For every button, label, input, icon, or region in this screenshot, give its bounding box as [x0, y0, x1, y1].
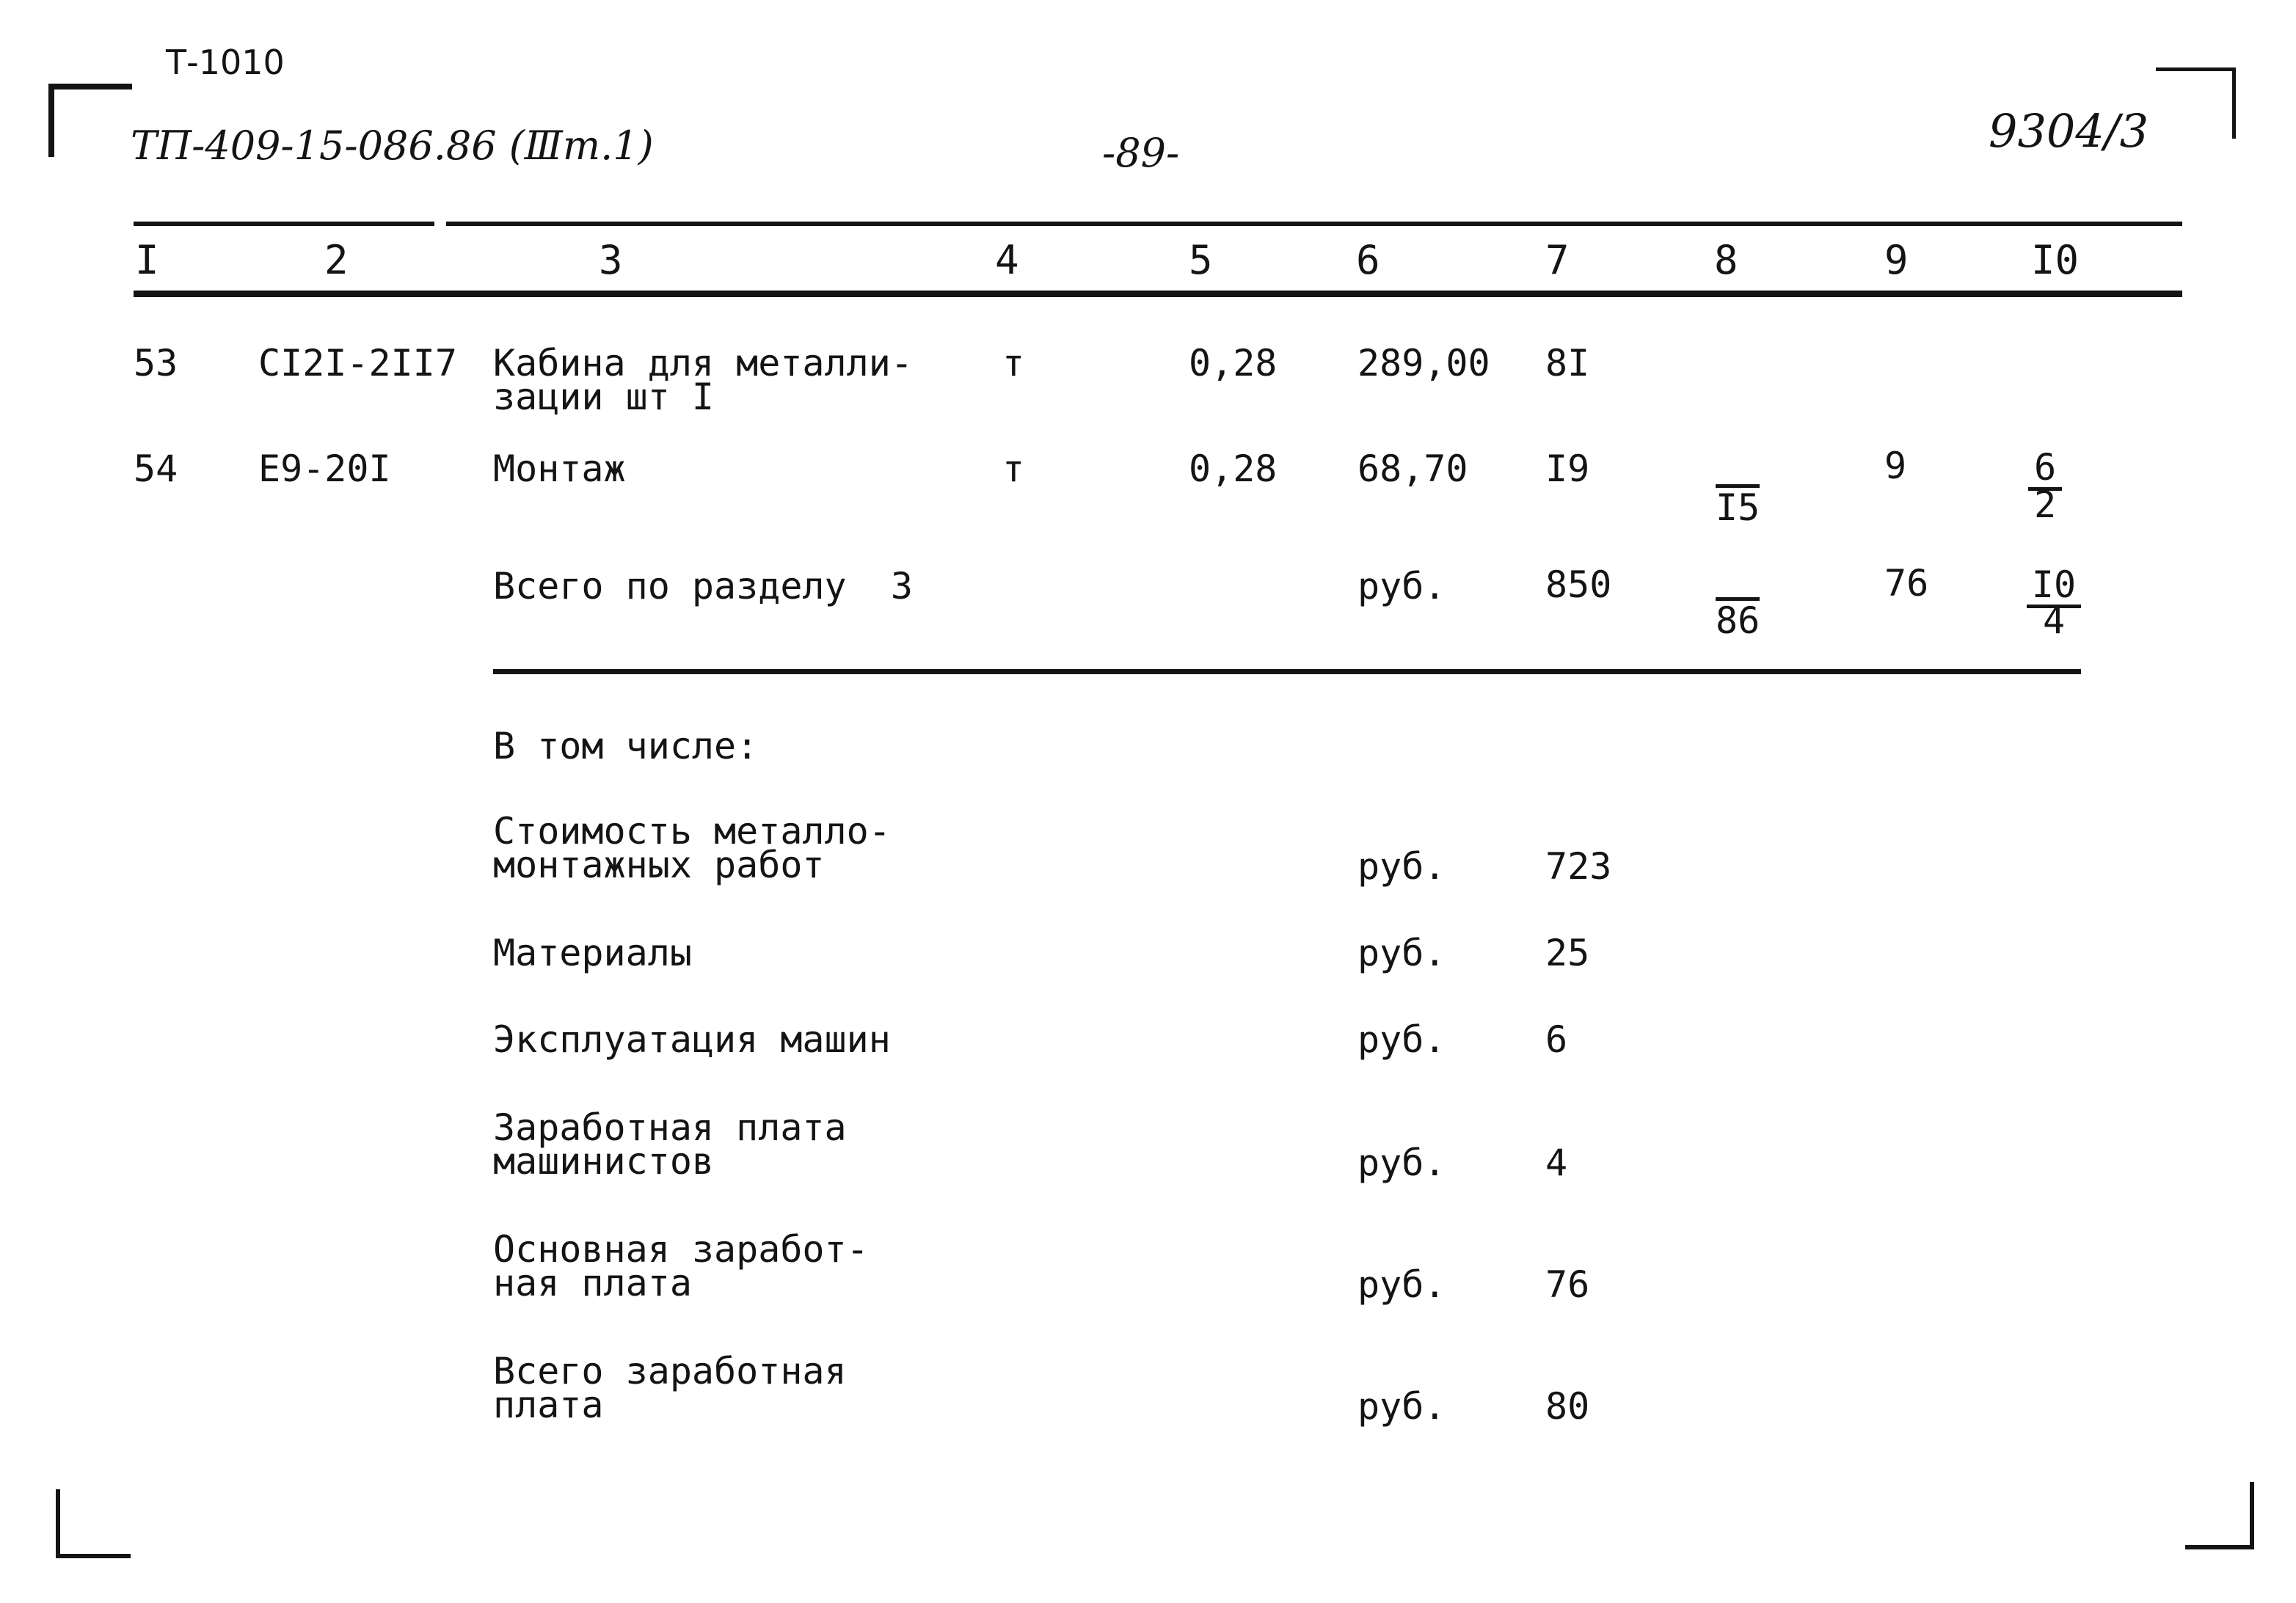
row-price: 68,70 [1357, 448, 1468, 490]
section-total-col10-fraction [2027, 563, 2081, 642]
column-header-10: I0 [2031, 237, 2080, 283]
row-quantity: 0,28 [1189, 342, 1278, 384]
corner-mark-bottom-left [56, 1489, 131, 1558]
breakdown-value: 4 [1545, 1142, 1568, 1184]
row-unit: т [1002, 342, 1025, 384]
row-number: 53 [134, 342, 178, 384]
corner-mark-top-left [48, 84, 132, 157]
fraction-denominator: 4 [2042, 599, 2066, 642]
archive-number: 9304/3 [1989, 104, 2149, 158]
column-header-5: 5 [1189, 237, 1213, 283]
row-code: CI2I-2II7 [258, 342, 457, 384]
header-bottom-rule [134, 291, 2182, 297]
row-name: Монтаж [493, 448, 626, 490]
column-header-1: I [135, 237, 159, 283]
column-header-6: 6 [1356, 237, 1380, 283]
section-total-value: 850 [1545, 563, 1612, 606]
including-heading: В том числе: [493, 725, 759, 767]
breakdown-unit: руб. [1357, 932, 1446, 974]
section-total-rule [493, 669, 2081, 674]
breakdown-unit: руб. [1357, 1263, 1446, 1306]
row-unit: т [1002, 448, 1025, 490]
row-col8: I5 [1716, 484, 1760, 526]
breakdown-value: 76 [1545, 1263, 1590, 1306]
breakdown-unit: руб. [1357, 845, 1446, 888]
breakdown-value: 80 [1545, 1385, 1590, 1428]
row-number: 54 [134, 448, 178, 490]
column-header-3: 3 [599, 237, 623, 283]
column-header-9: 9 [1884, 237, 1909, 283]
corner-mark-bottom-right [2185, 1482, 2254, 1549]
breakdown-label: Эксплуатация машин [493, 1018, 891, 1061]
row-name: Кабина для металли- зации шт I [493, 342, 913, 418]
column-header-7: 7 [1545, 237, 1570, 283]
column-header-2: 2 [324, 237, 349, 283]
breakdown-unit: руб. [1357, 1142, 1446, 1184]
section-total-col9: 76 [1884, 562, 1929, 605]
breakdown-value: 6 [1545, 1018, 1568, 1061]
row-total: 8I [1545, 342, 1590, 384]
column-header-4: 4 [995, 237, 1019, 283]
fraction-numerator: 6 [2028, 449, 2062, 491]
corner-mark-top-right [2156, 67, 2236, 139]
header-top-rule-right [446, 222, 2182, 226]
column-header-8: 8 [1714, 237, 1738, 283]
row-total: I9 [1545, 448, 1590, 490]
document-code: ТП-409-15-086.86 (Ⅲт.1) [131, 123, 654, 169]
section-total-label: Всего по разделу 3 [493, 565, 913, 607]
row-col9: 9 [1884, 445, 1907, 487]
breakdown-label: Основная заработ- ная плата [493, 1228, 869, 1304]
breakdown-value: 25 [1545, 932, 1590, 974]
breakdown-label: Стоимость металло- монтажных работ [493, 810, 891, 886]
section-total-unit: руб. [1357, 565, 1446, 607]
fraction-numerator: I0 [2027, 566, 2081, 608]
breakdown-value: 723 [1545, 845, 1612, 888]
breakdown-unit: руб. [1357, 1018, 1446, 1061]
header-top-rule-left [134, 222, 434, 226]
stamp-code: Т-1010 [166, 43, 285, 82]
breakdown-label: Всего заработная плата [493, 1350, 847, 1426]
breakdown-label: Материалы [493, 932, 692, 974]
breakdown-unit: руб. [1357, 1385, 1446, 1428]
section-total-col8: 86 [1716, 597, 1760, 639]
row-price: 289,00 [1357, 342, 1490, 384]
row-code: E9-20I [258, 448, 391, 490]
row-quantity: 0,28 [1189, 448, 1278, 490]
fraction-denominator: 2 [2033, 483, 2057, 526]
page-number: -89- [1102, 130, 1180, 176]
breakdown-label: Заработная плата машинистов [493, 1106, 847, 1183]
row-col10-fraction [2028, 446, 2062, 526]
